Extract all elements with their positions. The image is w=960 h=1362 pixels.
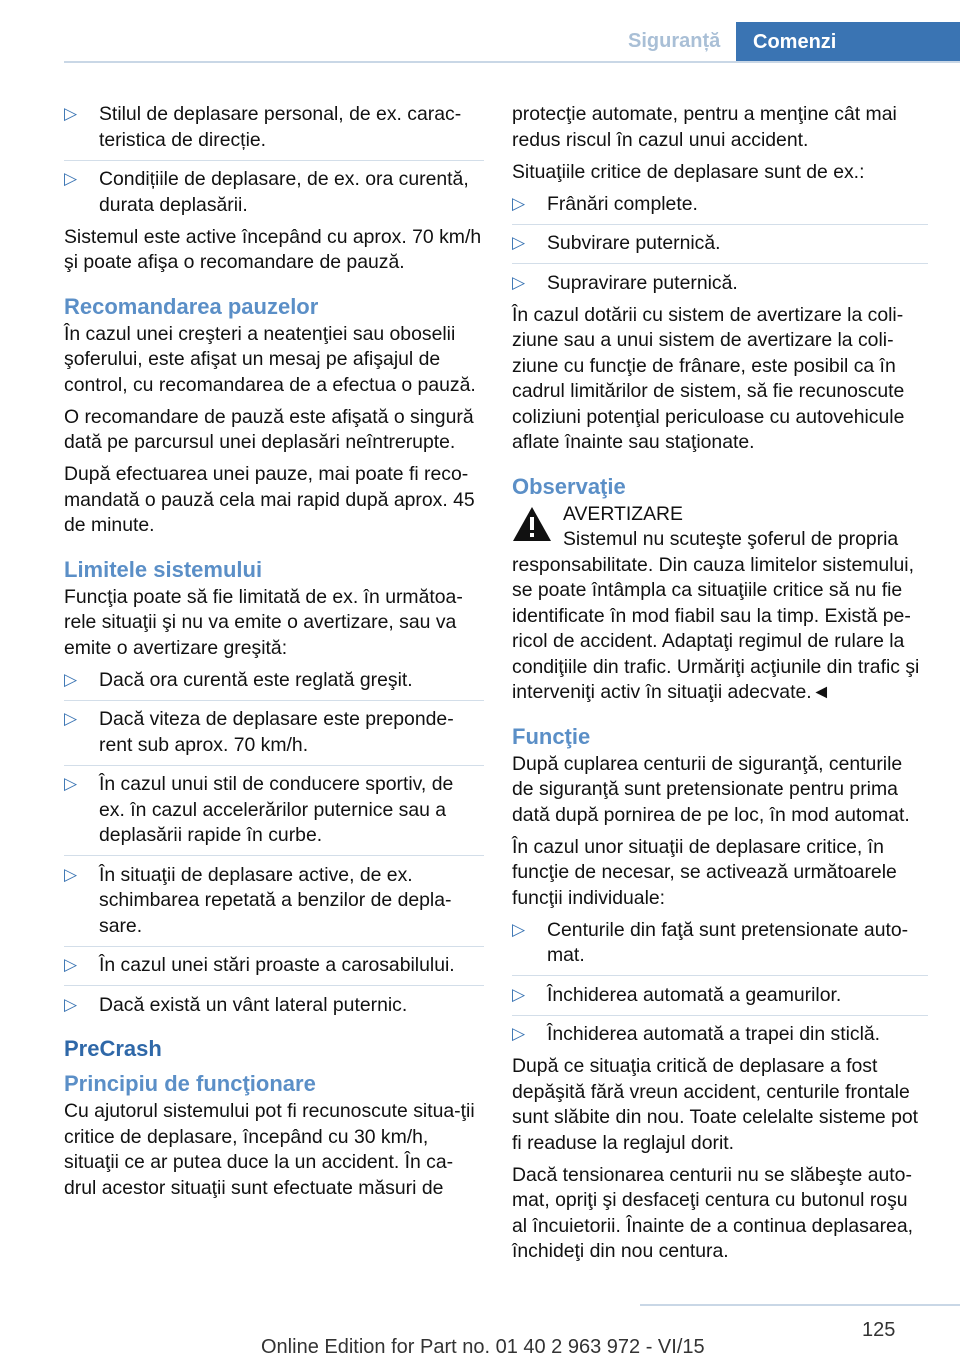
left-column <box>64 102 484 1208</box>
paragraph: protecţie automate, pentru a menţine cât mai redus riscul în cazul unui accident. <box>512 103 897 151</box>
bullet-triangle-icon: ▷ <box>64 774 78 793</box>
paragraph: În cazul dotării cu sistem de avertizare la coli‐ziune sau a unui sistem de avertizare la coli‐ziune cu funcţie de frânare, este posibil ca în cadrul limitărilor de sistem, să fie recunoscute coliziuni potenţial periculoase cu autovehicule aflate înainte sau staţionate. <box>512 303 905 453</box>
list-item <box>64 102 484 153</box>
bullet-triangle-icon: ▷ <box>64 709 78 728</box>
list-separator <box>512 975 928 976</box>
warning-title: AVERTIZARE <box>563 502 683 525</box>
list-separator <box>64 946 484 947</box>
section-heading: Limitele sistemului <box>64 556 263 582</box>
list-item-text: Închiderea automată a trapei din sticlă. <box>547 1023 881 1045</box>
section-heading: Principiu de funcţionare <box>64 1071 316 1096</box>
bullet-triangle-icon: ▷ <box>64 104 78 123</box>
header-chapter-tab: Comenzi <box>736 22 960 62</box>
bullet-triangle-icon: ▷ <box>512 1024 526 1043</box>
list-item <box>64 863 484 940</box>
warning-triangle-icon <box>512 506 552 542</box>
list-item <box>64 668 484 694</box>
list-separator <box>64 700 484 701</box>
section-heading: Recomandarea pauzelor <box>64 293 319 319</box>
bullet-triangle-icon: ▷ <box>512 984 526 1004</box>
list-item <box>64 772 484 849</box>
list-item-text: Stilul de deplasare personal, de ex. carac‐teristica de direcție. <box>99 103 462 151</box>
bullet-triangle-icon: ▷ <box>64 864 78 884</box>
list-item <box>512 192 928 218</box>
list-separator <box>512 224 928 225</box>
list-item <box>512 231 928 257</box>
warning-box <box>512 502 928 528</box>
list-item-text: Frânări complete. <box>547 192 698 215</box>
list-item-text: Închiderea automată a geamurilor. <box>547 983 842 1006</box>
bullet-triangle-icon: ▷ <box>64 994 78 1014</box>
warning-text: Sistemul nu scuteşte şoferul de propria responsabilitate. Din cauza limitelor sistemului, se poate întâmpla ca situaţiile critice să nu fie identificate în mod fiabil sau la timp. Există pe‐ricol de accident. Adaptaţi regimul de rulare la condiţiile din trafic. Urmăriţi acţiunile din trafic şi interveniţi activ în situaţii adecvate.◄ <box>512 528 920 703</box>
bullet-triangle-icon: ▷ <box>64 669 78 689</box>
paragraph: În cazul unei creşteri a neatenţiei sau oboselii şoferului, este afişat un mesaj pe afişajul de control, cu recomandarea de a efectua o pauză. <box>64 322 476 396</box>
bullet-triangle-icon: ▷ <box>512 272 526 292</box>
list-item-text: În cazul unui stil de conducere sportiv, de ex. în cazul accelerărilor puternice sau a deplasării rapide în curbe. <box>99 773 454 846</box>
paragraph: După cuplarea centurii de siguranţă, centurile de siguranţă sunt pretensionate pentru prima dată după pornirea de pe loc, în mod automat. <box>512 752 910 826</box>
list-item <box>64 953 484 979</box>
list-separator <box>64 765 484 766</box>
paragraph: Funcţia poate să fie limitată de ex. în următoa‐rele situaţii şi nu va emite o avertizare, sau va emite o avertizare greşită: <box>64 585 463 659</box>
paragraph: După efectuarea unei pauze, mai poate fi reco‐mandată o pauză cela mai rapid după aprox. 45 de minute. <box>64 463 475 536</box>
list-item-text: Subvirare puternică. <box>547 232 721 254</box>
paragraph: În cazul unor situaţii de deplasare critice, în funcţie de necesar, se activează următoarele funcţii individuale: <box>512 835 897 909</box>
bullet-triangle-icon: ▷ <box>512 919 526 939</box>
list-item-text: În cazul unei stări proaste a carosabilului. <box>99 954 455 976</box>
bullet-triangle-icon: ▷ <box>64 955 78 974</box>
list-separator <box>64 985 484 986</box>
list-item-text: Condițiile de deplasare, de ex. ora curentă, durata deplasării. <box>99 168 469 216</box>
chapter-heading: PreCrash <box>64 1036 162 1061</box>
paragraph: Cu ajutorul sistemului pot fi recunoscute situa‐ţii critice de deplasare, începând cu 30 km/h, situaţii ce ar putea duce la un accident. În ca‐drul acestor situaţii sunt efectuate măsuri de <box>64 1100 475 1199</box>
bullet-triangle-icon: ▷ <box>512 233 526 252</box>
list-item-text: În situaţii de deplasare active, de ex. schimbarea repetată a benzilor de depla‐sare. <box>99 863 452 937</box>
list-item <box>64 707 484 758</box>
paragraph: Situaţiile critice de deplasare sunt de ex.: <box>512 160 865 183</box>
list-item <box>64 167 484 218</box>
list-item-text: Dacă există un vânt lateral puternic. <box>99 993 408 1016</box>
footer-edition-text: Online Edition for Part no. 01 40 2 963 972 - VI/15 <box>261 1336 705 1358</box>
paragraph: După ce situaţia critică de deplasare a fost depăşită fără vreun accident, centurile frontale sunt slăbite din nou. Toate celelalte sisteme pot fi readuse la reglajul dorit. <box>512 1055 919 1154</box>
list-separator <box>512 1015 928 1016</box>
list-item <box>64 993 484 1019</box>
bullet-triangle-icon: ▷ <box>512 193 526 213</box>
list-separator <box>64 160 484 161</box>
list-item-text: Dacă viteza de deplasare este preponde‐rent sub aprox. 70 km/h. <box>99 708 454 756</box>
footer-rule <box>640 1304 960 1306</box>
right-column <box>512 102 928 1271</box>
paragraph: O recomandare de pauză este afişată o singură dată pe parcursul unei deplasări neîntrerupte. <box>64 405 474 453</box>
section-heading: Observaţie <box>512 473 626 499</box>
list-item-text: Dacă ora curentă este reglată greşit. <box>99 668 413 691</box>
list-item <box>512 983 928 1009</box>
list-separator <box>64 855 484 856</box>
paragraph: Dacă tensionarea centurii nu se slăbeşte auto‐mat, opriţi şi desfaceţi centura cu butonul roşu al încuietorii. Înainte de a continua deplasarea, închideţi din nou centura. <box>512 1163 914 1262</box>
paragraph: Sistemul este active începând cu aprox. 70 km/h şi poate afişa o recomandare de pauză. <box>64 225 482 273</box>
list-item-text: Supravirare puternică. <box>547 271 738 294</box>
list-item-text: Centurile din faţă sunt pretensionate auto‐mat. <box>547 918 909 966</box>
list-separator <box>512 263 928 264</box>
section-heading: Funcţie <box>512 723 591 749</box>
header-section-label: Siguranță <box>628 30 721 52</box>
list-item <box>512 1022 928 1048</box>
list-item <box>512 918 928 969</box>
header-rule <box>64 61 960 63</box>
bullet-triangle-icon: ▷ <box>64 169 78 188</box>
list-item <box>512 271 928 297</box>
page-number: 125 <box>862 1319 896 1341</box>
